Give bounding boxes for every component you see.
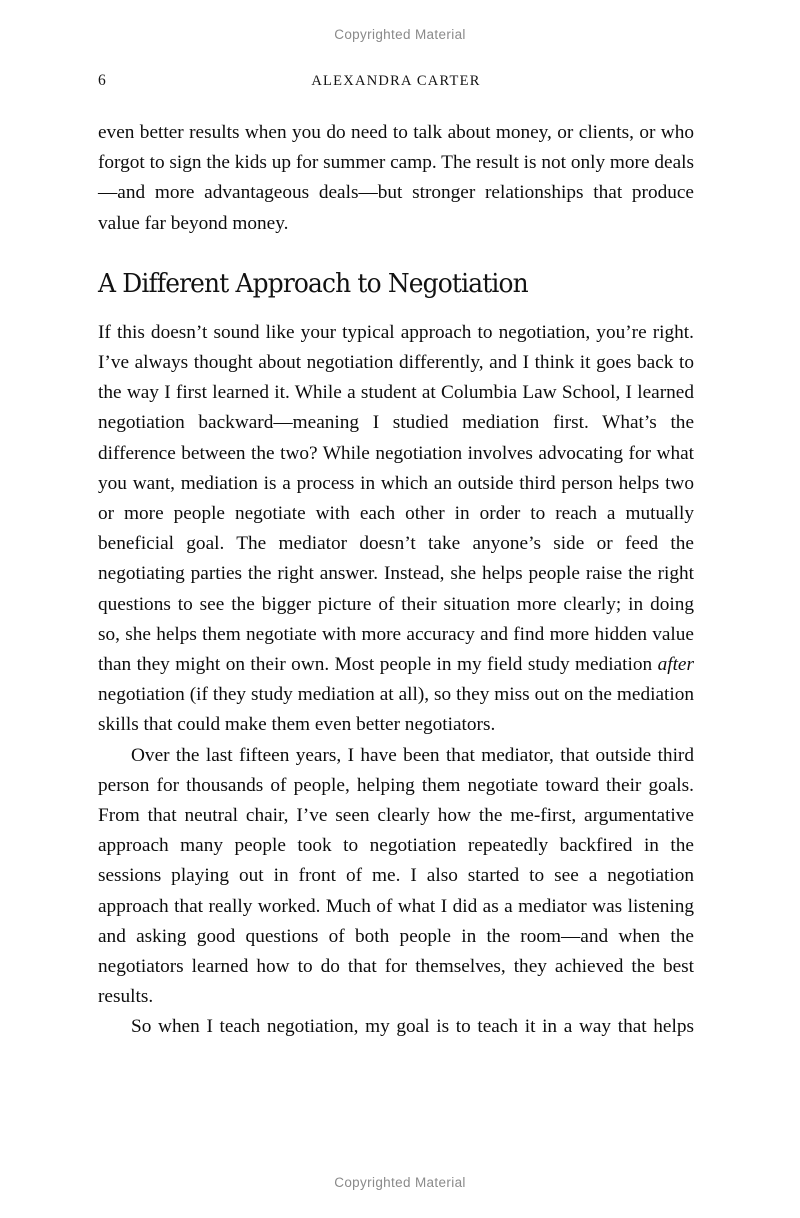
copyright-watermark-bottom: Copyrighted Material xyxy=(334,1175,466,1190)
paragraph-teaching-negotiation: So when I teach negotiation, my goal is to teach it in a way that helps xyxy=(131,1016,694,1038)
running-title-author: ALEXANDRA CARTER xyxy=(311,73,481,89)
heading-spacer-top xyxy=(98,239,694,267)
paragraph-continuation: even better results when you do need to talk about money, or clients, or who forgot to sign the kids up for summer camp. The result is not only more deals—and more advantageous deals—but stronger relationships that produce value far beyond money. xyxy=(98,122,694,234)
section-heading: A Different Approach to Negotiation xyxy=(98,267,528,299)
paragraph-mediation-background xyxy=(98,318,694,741)
heading-spacer-bottom xyxy=(98,301,694,318)
page-number: 6 xyxy=(98,72,106,89)
running-head xyxy=(98,70,694,92)
copyright-watermark-top: Copyrighted Material xyxy=(334,27,466,42)
paragraph-fifteen-years: Over the last fifteen years, I have been that mediator, that outside third person for thousands of people, helping them negotiate toward their goals. From that neutral chair, I’ve seen clearly how the me-first, argumentative approach many people took to negotiation repeatedly backfired in the sessions playing out in front of me. I also started to see a negotiation approach that really worked. Much of what I did as a mediator was listening and asking good questions of both people in the room—and when the negotiators learned how to do that for themselves, they achieved the best results. xyxy=(98,744,694,1008)
paragraph-text-after-emphasis: negotiation (if they study mediation at all), so they miss out on the mediation skills that could make them even better negotiators. xyxy=(98,684,694,736)
emphasis-after: after xyxy=(657,654,694,676)
paragraph-text-before-emphasis: If this doesn’t sound like your typical approach to negotiation, you’re right. I’ve always thought about negotiation differently, and I think it goes back to the way I first learned it. While a student at Columbia Law School, I learned negotiation backward—meaning I studied mediation first. What’s the difference between the two? While negotiation involves advocating for what you want, mediation is a process in which an outside third person helps two or more people negotiate with each other in order to reach a mutually beneficial goal. The mediator doesn’t take anyone’s side or feed the negotiating parties the right answer. Instead, she helps people raise the right questions to see the bigger picture of their situation more clearly; in doing so, she helps them negotiate with more accuracy and find more hidden value than they might on their own. Most people in my field study mediation xyxy=(98,321,694,676)
page-body xyxy=(98,118,694,1043)
